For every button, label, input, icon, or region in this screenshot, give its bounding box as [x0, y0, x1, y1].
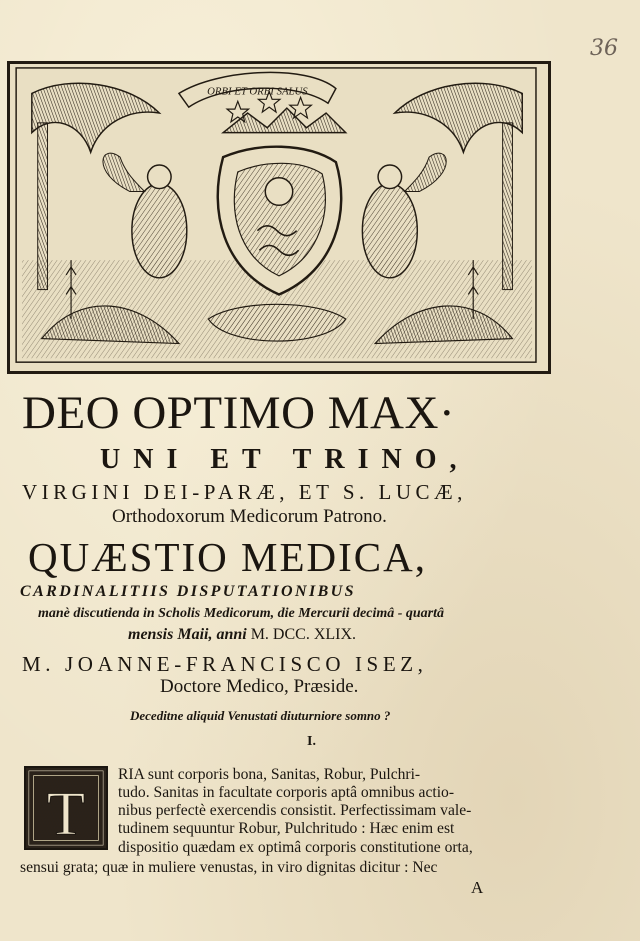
praeses-role: Doctore Medico, Præside. — [160, 676, 359, 697]
quaestio-heading: QUÆSTIO MEDICA, — [28, 534, 427, 580]
dropcap-initial — [24, 766, 108, 850]
dedication-title: DEO OPTIMO MAX· — [22, 387, 456, 439]
quaestio-line-1: CARDINALITIIS DISPUTATIONIBUS — [20, 583, 356, 600]
headpiece-engraving — [7, 61, 551, 374]
folio-number: 36 — [590, 36, 618, 61]
quaestio-date-year: M. DCC. XLIX. — [246, 626, 357, 643]
body-line-3: nibus perfectè exercendis consistit. Perfectissimam vale- — [118, 802, 472, 819]
body-line-2: tudo. Sanitas in facultate corporis aptâ omnibus actio- — [118, 784, 455, 801]
catchword: A — [471, 878, 484, 897]
dedication-line-2: UNI ET TRINO, — [100, 444, 470, 475]
ornamental-initial-icon — [26, 768, 106, 848]
section-number: I. — [307, 734, 316, 749]
dedication-line-4: Orthodoxorum Medicorum Patrono. — [112, 506, 387, 527]
quaestio-date-italic: mensis Maii, anni — [128, 626, 247, 643]
body-line-1: RIA sunt corporis bona, Sanitas, Robur, Pulchri- — [118, 766, 421, 783]
emblem-motto: ORBI ET ORBI SALUS — [207, 85, 308, 98]
body-line-5: dispositio quædam ex optimâ corporis constitutione orta, — [118, 839, 473, 856]
dedication-line-3: VIRGINI DEI-PARÆ, ET S. LUCÆ, — [22, 480, 467, 504]
quaestio-line-3 — [128, 626, 356, 644]
dropcap-letter: T — [46, 778, 86, 848]
coat-of-arms-with-angels-icon — [10, 64, 548, 371]
praeses-name: M. JOANNE-FRANCISCO ISEZ, — [22, 652, 428, 676]
body-line-6: sensui grata; quæ in muliere venustas, in viro dignitas dicitur : Nec — [20, 859, 438, 876]
body-line-4: tudinem sequuntur Robur, Pulchritudo : Hæc enim est — [118, 820, 455, 837]
question-text: Deceditne aliquid Venustati diuturniore somno ? — [130, 708, 391, 723]
quaestio-line-2: manè discutienda in Scholis Medicorum, die Mercurii decimâ - quartâ — [38, 606, 445, 621]
